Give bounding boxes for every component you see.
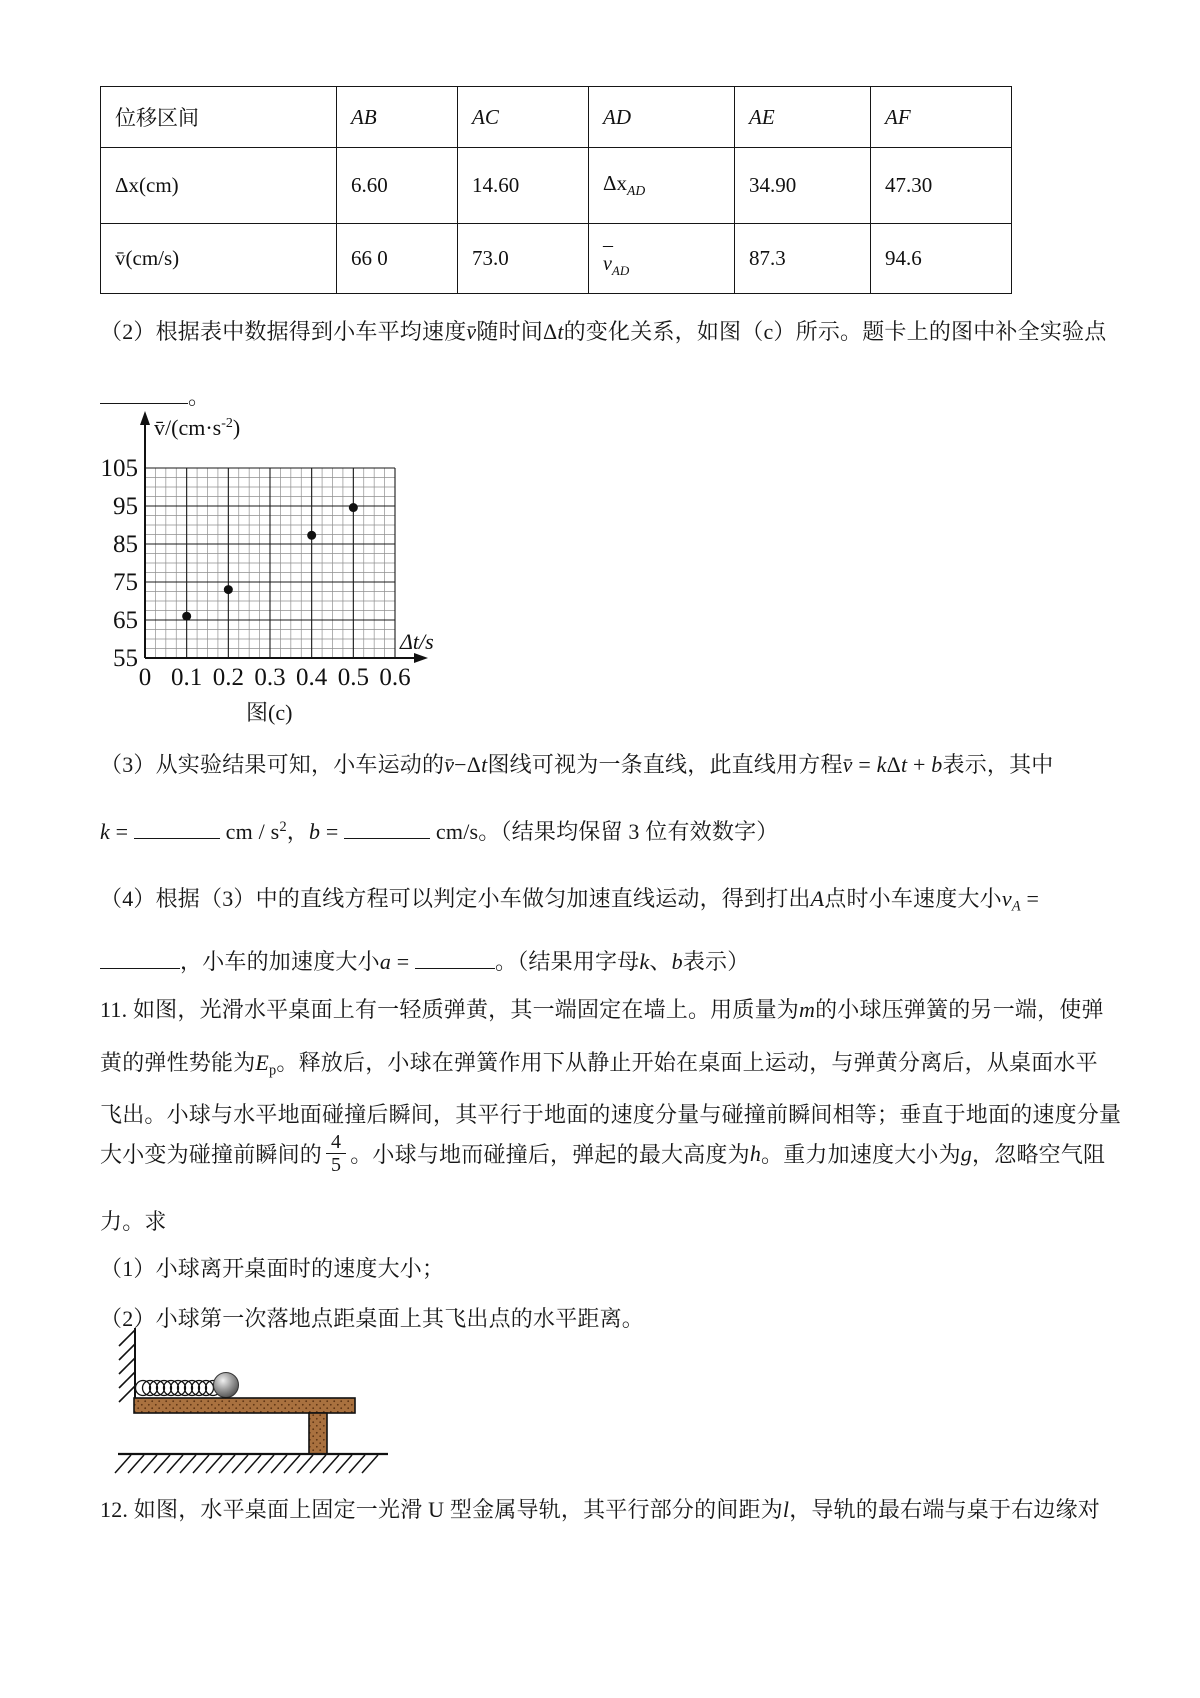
question-4-answers: ，小车的加速度大小a = 。（结果用字母k、b表示） (100, 945, 749, 976)
header-cell-ae: AE (735, 87, 871, 148)
row-label-v: v̄(cm/s) (101, 224, 337, 294)
cell-v-ad: – $v_{AD}$ (589, 224, 735, 294)
tick-labels (101, 455, 411, 691)
answer-blank (100, 947, 180, 969)
table-leg (309, 1413, 327, 1454)
y-tick-label: 55 (113, 645, 138, 672)
cell-dx-ac: 14.60 (458, 148, 589, 224)
table-row-dx (101, 148, 1012, 224)
cell-dx-af: 47.30 (871, 148, 1012, 224)
ball (214, 1373, 239, 1398)
y-axis-arrow (140, 411, 150, 425)
question-11-sub-1: （1）小球离开桌面时的速度大小； (100, 1256, 445, 1281)
row-label-dx: Δx(cm) (101, 148, 337, 224)
wall (119, 1328, 135, 1402)
y-tick-label: 95 (113, 493, 138, 520)
question-2-text: （2）根据表中数据得到小车平均速度v̄随时间Δt的变化关系，如图（c）所示。题卡上的图中补全实验点 (100, 319, 1107, 344)
cell-v-ab: 66 0 (337, 224, 458, 294)
question-3-text: （3）从实验结果可知，小车运动的v̄−Δt图线可视为一条直线，此直线用方程v̄ = kΔt + b表示，其中 (100, 752, 1054, 777)
cell-v-af: 94.6 (871, 224, 1012, 294)
question-2-answer-blank: 。 (100, 380, 210, 411)
x-tick-label: 0 (138, 664, 152, 691)
y-tick-label: 85 (113, 531, 138, 558)
x-tick-label: 0.1 (171, 664, 203, 691)
x-axis-arrow (414, 653, 428, 663)
question-4-text: （4）根据（3）中的直线方程可以判定小车做匀加速直线运动，得到打出A点时小车速度大小$v_A$ = (100, 886, 1040, 915)
question-11-line-1: 11. 如图，光滑水平桌面上有一轻质弹黄，其一端固定在墙上。用质量为m的小球压弹簧的另一端，使弹 (100, 997, 1104, 1022)
chart-caption: 图(c) (246, 700, 293, 725)
cell-v-ac: 73.0 (458, 224, 589, 294)
y-tick-label: 65 (113, 607, 138, 634)
spring-ball-table-figure (105, 1326, 405, 1478)
question-11-line-4: 大小变为碰撞前瞬间的 $\frac{4}{5}$ 。小球与地而碰撞后，弹起的最大高度为 h 。重力加速度大小为 g ，忽略空气阻 (100, 1131, 1106, 1177)
x-tick-label: 0.4 (296, 664, 328, 691)
y-tick-label: 75 (113, 569, 138, 596)
data-point (307, 531, 316, 540)
displacement-table (100, 86, 1012, 294)
question-11-line-3: 飞出。小球与水平地面碰撞后瞬间，其平行于地面的速度分量与碰撞前瞬间相等；垂直于地面的速度分量 (100, 1102, 1122, 1127)
table-header-row (101, 87, 1012, 148)
y-tick-label: 105 (100, 455, 138, 482)
cell-dx-ad: $\Delta x_{AD}$ (589, 148, 735, 224)
cell-dx-ae: 34.90 (735, 148, 871, 224)
header-cell-af: AF (871, 87, 1012, 148)
x-tick-label: 0.5 (337, 664, 369, 691)
header-cell-label: 位移区间 (101, 87, 337, 148)
ground (115, 1454, 388, 1473)
answer-blank (100, 382, 188, 404)
header-cell-ab: AB (337, 87, 458, 148)
y-axis-label: $v̄/(cm\cdot s^{-2})$ (154, 415, 241, 440)
question-11-line-5: 力。求 (100, 1209, 167, 1234)
data-point (349, 503, 358, 512)
question-11-line-2: 黄的弹性势能为$E_p$。释放后，小球在弹簧作用下从静止开始在桌面上运动，与弹黄分离后，从桌面水平 (100, 1050, 1098, 1079)
answer-blank (134, 817, 220, 839)
ground-hatching (115, 1455, 378, 1473)
velocity-time-chart (95, 405, 460, 705)
x-tick-label: 0.6 (379, 664, 411, 691)
spring (136, 1381, 221, 1396)
header-cell-ad: AD (589, 87, 735, 148)
header-cell-ac: AC (458, 87, 589, 148)
table-row-v (101, 224, 1012, 294)
data-point (182, 612, 191, 621)
fraction: $\frac{4}{5}$ (326, 1131, 346, 1177)
axes (145, 423, 417, 658)
wall-hatching (119, 1330, 135, 1402)
x-tick-label: 0.3 (254, 664, 286, 691)
x-tick-label: 0.2 (212, 664, 244, 691)
x-axis-label: Δt/s (400, 629, 434, 654)
cell-v-ae: 87.3 (735, 224, 871, 294)
data-point (224, 585, 233, 594)
question-12-text: 12. 如图，水平桌面上固定一光滑 U 型金属导轨，其平行部分的间距为l，导轨的最右端与桌于右边缘对 (100, 1497, 1101, 1522)
answer-blank (415, 947, 495, 969)
question-3-answers: k = cm / $s^2$，b = cm/s。（结果均保留 3 位有效数字） (100, 819, 779, 844)
table-top (134, 1398, 355, 1413)
question-11-sub-2: （2）小球第一次落地点距桌面上其飞出点的水平距离。 (100, 1306, 645, 1331)
answer-blank (344, 817, 430, 839)
cell-dx-ab: 6.60 (337, 148, 458, 224)
